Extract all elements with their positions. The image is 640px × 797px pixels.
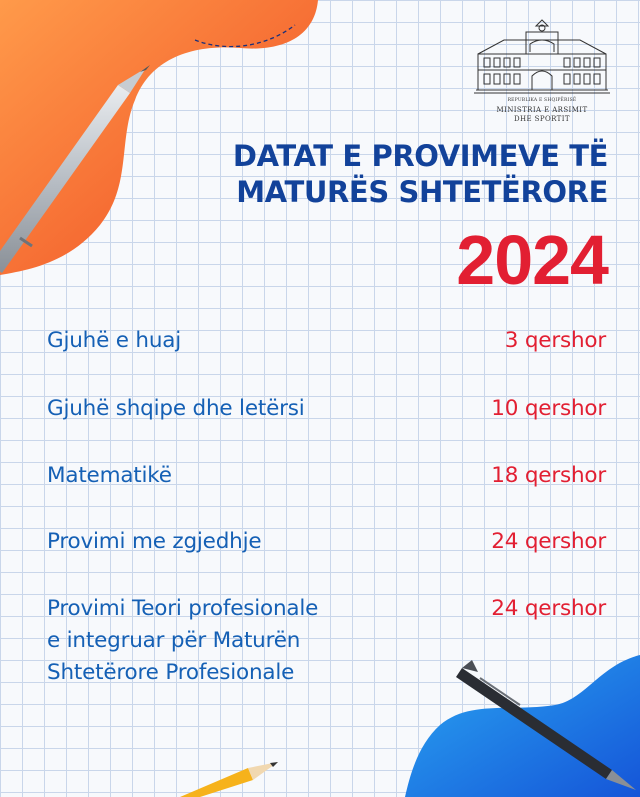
exam-date: 24 qershor	[491, 529, 606, 554]
exam-subject	[47, 393, 437, 425]
exam-subject-line: Matematikë	[47, 463, 172, 488]
exam-subject-line: Provimi me zgjedhje	[47, 529, 262, 554]
exam-subject	[47, 526, 437, 558]
title-year: 2024	[456, 221, 608, 299]
exam-subject-line: Gjuhë shqipe dhe letërsi	[47, 396, 305, 421]
page-title	[233, 138, 608, 210]
exam-date: 24 qershor	[491, 596, 606, 621]
ministry-logo	[474, 18, 610, 130]
logo-ministry-line2: DHE SPORTIT	[514, 115, 570, 123]
exam-date: 10 qershor	[491, 396, 606, 421]
exam-subject-line: e integruar për Maturën	[47, 628, 301, 653]
yellow-pencil-icon	[180, 762, 278, 797]
ministry-building-icon	[474, 18, 610, 96]
exam-date: 3 qershor	[504, 328, 606, 353]
logo-country: REPUBLIKA E SHQIPËRISË	[507, 98, 577, 103]
exam-subject-line: Provimi Teori profesionale	[47, 596, 319, 621]
title-line-1: DATAT E PROVIMEVE TË	[232, 139, 608, 173]
exam-subject	[47, 460, 437, 492]
exam-subject	[47, 325, 437, 357]
exam-subject-line: Shtetërore Profesionale	[47, 660, 295, 685]
exam-date: 18 qershor	[491, 463, 606, 488]
title-line-2: MATURËS SHTETËRORE	[236, 175, 608, 209]
exam-subject-line: Gjuhë e huaj	[47, 328, 182, 353]
logo-ministry-line1: MINISTRIA E ARSIMIT	[496, 106, 588, 114]
exam-subject	[47, 593, 437, 689]
